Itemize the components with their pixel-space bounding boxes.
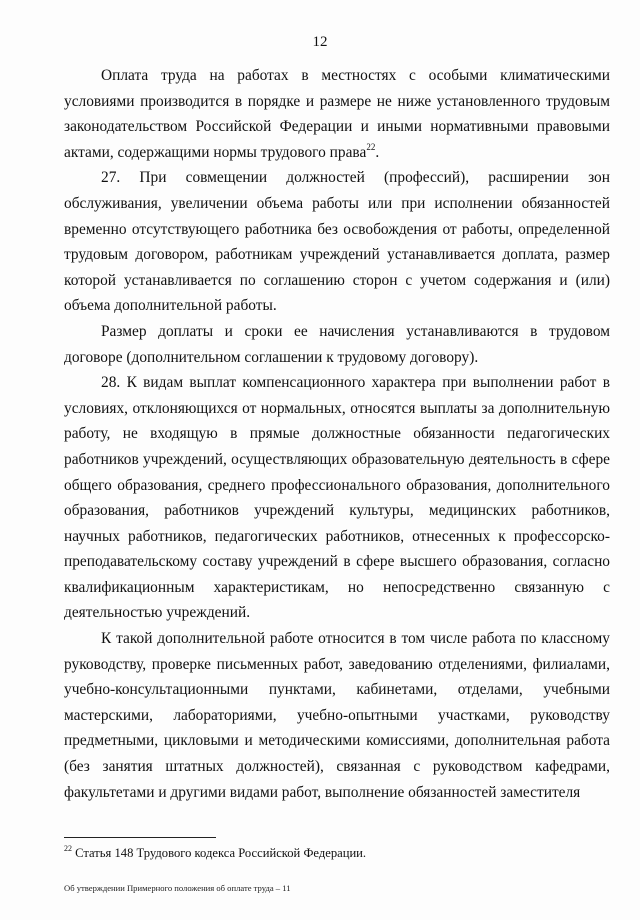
paragraph-climatic-pay [64, 63, 610, 165]
paragraph-end: . [375, 143, 380, 161]
page-number: 12 [312, 34, 328, 50]
paragraph-item-27: 27. При совмещении должностей (профессий), расширении зон обслуживания, увеличении объема работы или при исполнении обязанностей временно отсутствующего работника без освобождения от работы, определенной трудовым договором, работникам учреждений устанавливается доплата, размер которой устанавливается по соглашению сторон с учетом содержания и (или) объема дополнительной работы. [64, 169, 610, 315]
footnote-reference[interactable]: 22 [366, 141, 376, 152]
paragraph-surcharge-terms: Размер доплаты и сроки ее начисления устанавливаются в трудовом договоре (дополнительном соглашении к трудовому договору). [64, 322, 610, 366]
paragraph-text: Оплата труда на работах в местностях с особыми климатическими условиями производится в порядке и размере не ниже установленного трудовым законодательством Российской Федерации и иными нормативными правовыми актами, содержащими нормы трудового права [64, 67, 610, 161]
document-footer: Об утверждении Примерного положения об оплате труда – 11 [64, 883, 291, 893]
footnote-separator [64, 837, 216, 838]
document-body [64, 63, 610, 805]
paragraph-item-28: 28. К видам выплат компенсационного характера при выполнении работ в условиях, отклоняющихся от нормальных, относятся выплаты за дополнительную работу, не входящую в прямые должностные обязанности педагогических работников учреждений, осуществляющих образовательную деятельность в сфере общего образования, среднего профессионального образования, дополнительного образования, работников учреждений культуры, медицинских работников, научных работников, педагогических работников, отнесенных к профессорско-преподавательскому составу учреждений в сфере высшего образования, согласно квалификационным характеристикам, но непосредственно связанную с деятельностью учреждений. [64, 374, 610, 622]
footnote [64, 845, 610, 861]
footnote-text: Статья 148 Трудового кодекса Российской Федерации. [72, 846, 367, 860]
footnote-marker: 22 [64, 843, 72, 853]
paragraph-additional-work: К такой дополнительной работе относится в том числе работа по классному руководству, проверке письменных работ, заведованию отделениями, филиалами, учебно-консультационными пунктами, кабинетами, отделами, учебными мастерскими, лабораториями, учебно-опытными участками, руководству предметными, цикловыми и методическими комиссиями, дополнительная работа (без занятия штатных должностей), связанная с руководством кафедрами, факультетами и другими видами работ, выполнение обязанностей заместителя [64, 630, 610, 801]
